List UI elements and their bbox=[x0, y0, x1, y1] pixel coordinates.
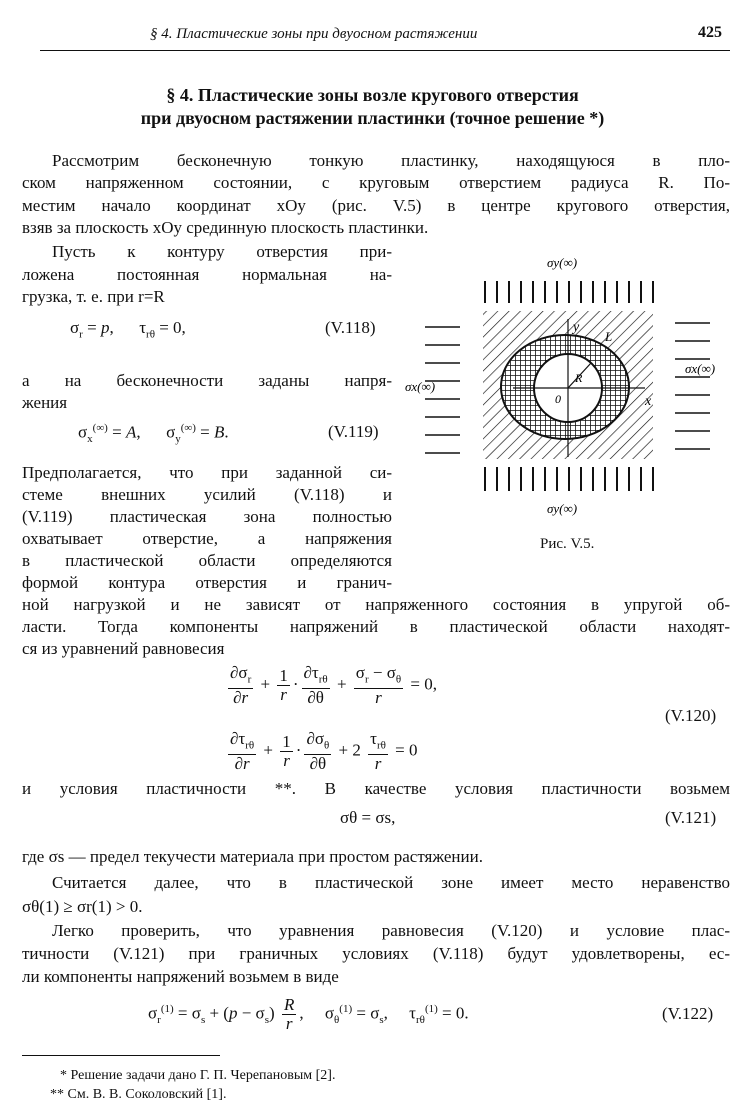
text-line: Считается далее, что в пластической зоне имеет место неравенство bbox=[52, 873, 730, 892]
text-line: в пластической области определяются bbox=[22, 551, 392, 570]
equation-v120-line2: $\frac{\partial\tau_{r\theta}}{\partial r}$ + $\frac{1}{r}$ · $\frac{\partial\sigma_\theta}{\partial\theta}$ + 2 $\frac{\tau_{r\theta}}{r}$ = 0 bbox=[230, 729, 418, 774]
equation-number: (V.122) bbox=[662, 1004, 714, 1023]
sigma-x-left-label: σx(∞) bbox=[405, 379, 436, 394]
text-line: ся из уравнений равновесия bbox=[22, 639, 225, 658]
text-line: взяв за плоскость xOy срединную плоскость пластинки. bbox=[22, 218, 429, 237]
equation-v121: σθ = σs, bbox=[340, 808, 396, 827]
text-line: формой контура отверстия и гранич- bbox=[22, 573, 392, 592]
sigma-y-bottom-label: σy(∞) bbox=[547, 501, 578, 516]
footnote-rule bbox=[22, 1055, 220, 1056]
text-line: Предполагается, что при заданной си- bbox=[22, 463, 392, 482]
plate-diagram bbox=[405, 245, 730, 535]
text-line: (V.119) пластическая зона полностью bbox=[22, 507, 392, 526]
y-label: y bbox=[573, 320, 580, 335]
text-line: а на бесконечности заданы напря- bbox=[22, 371, 392, 390]
text-line: ласти. Тогда компоненты напряжений в пластической области находят- bbox=[22, 617, 730, 636]
text-line: жения bbox=[22, 393, 68, 412]
footnote-2: ** См. В. В. Соколовский [1]. bbox=[50, 1087, 227, 1102]
equation-v118: $\sigma_r = p$, $\tau_{r\theta} = 0$, bbox=[70, 318, 186, 341]
text-line: грузка, т. е. при r=R bbox=[22, 287, 165, 306]
text-line: ложена постоянная нормальная на- bbox=[22, 265, 392, 284]
figure-v5 bbox=[405, 245, 730, 535]
contour-label: L bbox=[605, 329, 613, 344]
equation-v119: $\sigma_x^{(\infty)} = A$, $\sigma_y^{(\infty)} = B$. bbox=[78, 422, 229, 446]
page-header bbox=[40, 20, 730, 51]
text-line: Пусть к контуру отверстия при- bbox=[52, 242, 392, 261]
equation-v122: $\sigma_r^{(1)} = \sigma_s + (p - \sigma_s)$ $\frac{R}{r}$ , $\sigma_\theta^{(1)} = \sigma_s$, $\tau_{r\theta}^{(1)} = 0$. bbox=[148, 995, 469, 1033]
section-title bbox=[0, 84, 745, 130]
r-label: R bbox=[575, 371, 583, 385]
text-line: ной нагрузкой и не зависят от напряженного состояния в упругой об- bbox=[22, 595, 730, 614]
section-title-line1: § 4. Пластические зоны возле кругового отверстия bbox=[166, 85, 579, 105]
text-line: где σs — предел текучести материала при простом растяжении. bbox=[22, 847, 483, 866]
text-line: Рассмотрим бесконечную тонкую пластинку, находящуюся в пло- bbox=[52, 151, 730, 170]
text-line: охватывает отверстие, а напряжения bbox=[22, 529, 392, 548]
text-line: местим начало координат xOy (рис. V.5) в центре кругового отверстия, bbox=[22, 196, 730, 215]
text-line: тичности (V.121) при граничных условиях (V.118) будут удовлетворены, ес- bbox=[22, 944, 730, 963]
equation-number: (V.121) bbox=[665, 808, 717, 827]
section-title-line2: при двуосном растяжении пластинки (точное решение *) bbox=[140, 108, 605, 128]
equation-v120-line1: $\frac{\partial\sigma_r}{\partial r}$ + $\frac{1}{r}$ · $\frac{\partial\tau_{r\theta}}{\partial\theta}$ + $\frac{\sigma_r - \sigma_\theta}{r}$ = 0, bbox=[230, 663, 438, 708]
equation-number: (V.119) bbox=[328, 422, 379, 441]
page-number: 425 bbox=[698, 24, 722, 41]
figure-caption: Рис. V.5. bbox=[540, 536, 595, 552]
running-title: § 4. Пластические зоны при двуосном растяжении bbox=[150, 26, 478, 42]
sigma-y-top-label: σy(∞) bbox=[547, 255, 578, 270]
text-line: Легко проверить, что уравнения равновесия (V.120) и условие плас- bbox=[52, 921, 730, 940]
paragraph-intro bbox=[22, 150, 730, 173]
text-line: ли компоненты напряжений возьмем в виде bbox=[22, 967, 339, 986]
origin-label: 0 bbox=[555, 392, 561, 406]
bottom-arrows bbox=[485, 467, 653, 491]
text-line: ском напряженном состоянии, с круговым отверстием радиуса R. По- bbox=[22, 173, 730, 192]
text-line: стеме внешних усилий (V.118) и bbox=[22, 485, 392, 504]
x-label: x bbox=[645, 394, 652, 409]
text-line: σθ(1) ≥ σr(1) > 0. bbox=[22, 897, 143, 916]
top-arrows bbox=[485, 281, 653, 303]
footnote-1: * Решение задачи дано Г. П. Черепановым [2]. bbox=[60, 1068, 336, 1083]
equation-number: (V.118) bbox=[325, 318, 376, 337]
text-line: и условия пластичности **. В качестве условия пластичности возьмем bbox=[22, 779, 730, 798]
right-arrows bbox=[675, 323, 710, 449]
equation-number: (V.120) bbox=[665, 706, 717, 725]
sigma-x-right-label: σx(∞) bbox=[685, 361, 716, 376]
